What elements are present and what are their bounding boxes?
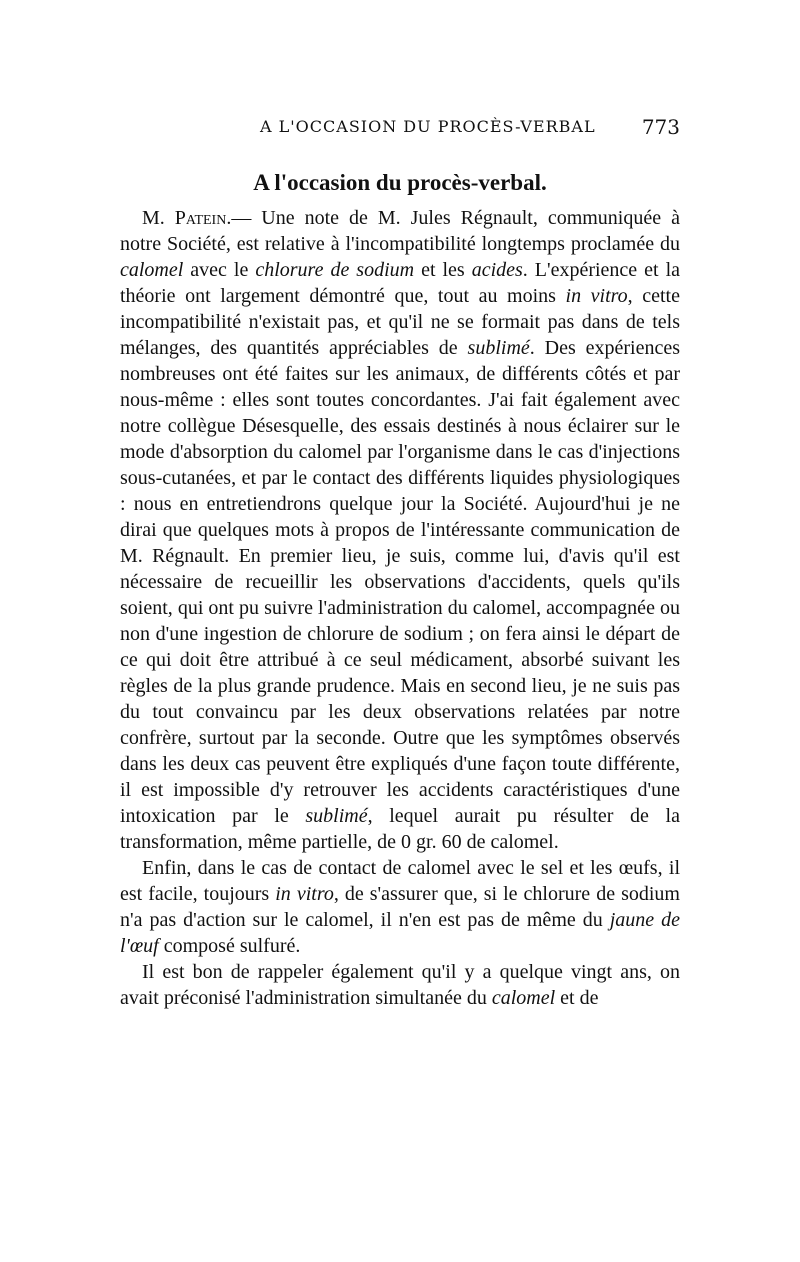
author-name: Patein bbox=[174, 207, 227, 229]
running-head: A L'OCCASION DU PROCÈS-VERBAL bbox=[260, 117, 596, 136]
italic-text: chlorure de sodium bbox=[255, 259, 415, 281]
italic-text: in vitro bbox=[565, 285, 628, 307]
paragraph bbox=[120, 959, 680, 1011]
text-segment: composé sulfuré. bbox=[158, 935, 301, 957]
body-text bbox=[120, 205, 680, 1011]
text-segment: , lequel aurait pu résulter de la transformation, même partielle, de 0 gr. 60 de calomel. bbox=[120, 805, 680, 853]
text-segment: , cette incompatibilité n'existait pas, et qu'il ne se formait pas dans de tels mélanges, des quantités appréciables de bbox=[120, 285, 680, 359]
page-header bbox=[120, 115, 680, 143]
italic-text: sublimé bbox=[305, 805, 368, 827]
italic-text: in vitro bbox=[275, 883, 334, 905]
text-segment: . Des expériences nombreuses ont été faites sur les animaux, de différents côtés et par nous-même : elles sont toutes concordantes. J'ai fait également avec notre collègue Désesquelle, des essais destinés à nous éclairer sur le mode d'absorption du calomel par l'organisme dans le cas d'injections sous-cutanées, et par le contact des différents liquides physiologiques : nous en entretiendrons quelque jour la Société. Aujourd'hui je ne dirai que quelques mots à propos de l'intéressante communication de M. Régnault. En premier lieu, je suis, comme lui, d'avis qu'il est nécessaire de recueillir les observations d'accidents, quels qu'ils soient, qui ont pu suivre l'administration du calomel, accompagnée ou non d'une ingestion de chlorure de sodium ; on fera ainsi le départ de ce qui doit être attribué à ce seul médicament, absorbé suivant les règles de la plus grande prudence. Mais en second lieu, je ne suis pas du tout convaincu par les deux observations relatées par notre confrère, surtout par la seconde. Outre que les symptômes observés dans les deux cas peuvent être expliqués d'une façon toute différente, il est impossible d'y retrouver les accidents caractéristiques d'une intoxication par le bbox=[120, 337, 680, 827]
italic-text: calomel bbox=[120, 259, 184, 281]
text-segment: avec le bbox=[183, 259, 256, 281]
paragraph bbox=[120, 855, 680, 959]
text-segment: et de bbox=[555, 987, 599, 1009]
text-segment: et les bbox=[414, 259, 472, 281]
text-segment: Enfin, dans le cas de contact de calomel avec le sel et les œufs, il est facile, toujours bbox=[120, 857, 680, 905]
text-segment: .— Une note de M. Jules Régnault, communiquée à notre Société, est relative à l'incompatibilité longtemps proclamée du bbox=[120, 207, 680, 255]
italic-text: calomel bbox=[491, 987, 556, 1009]
italic-text: sublimé bbox=[467, 337, 530, 359]
text-segment: M. bbox=[142, 207, 175, 229]
text-segment: . L'expérience et la théorie ont largement démontré que, tout au moins bbox=[120, 259, 681, 307]
paragraph bbox=[120, 205, 680, 855]
text-segment: , de s'assurer que, si le chlorure de sodium n'a pas d'action sur le calomel, il n'en est pas de même du bbox=[120, 883, 680, 931]
italic-text: acides bbox=[471, 259, 523, 281]
section-title: A l'occasion du procès-verbal. bbox=[253, 170, 547, 195]
italic-text: jaune de l'œuf bbox=[120, 909, 680, 957]
text-segment: Il est bon de rappeler également qu'il y a quelque vingt ans, on avait préconisé l'administration simultanée du bbox=[120, 961, 680, 1009]
page-number: 773 bbox=[641, 115, 680, 139]
